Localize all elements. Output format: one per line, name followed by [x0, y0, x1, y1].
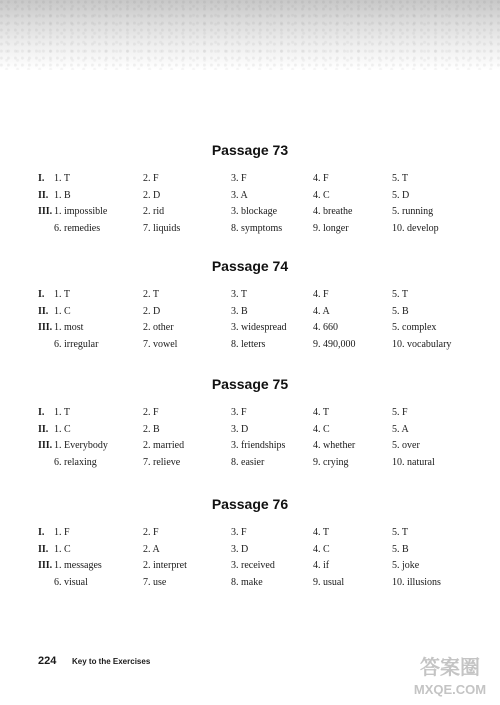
answer-item: 5. complex: [392, 322, 437, 333]
passage-title: Passage 76: [211, 496, 289, 512]
answer-item: 8. letters: [231, 338, 266, 350]
answer-item: 9. usual: [313, 576, 345, 588]
answer-item: 3. F: [231, 527, 247, 538]
answer-item: 1. C: [54, 423, 71, 435]
answer-item: 4. T: [313, 407, 329, 418]
watermark-logo: [402, 650, 498, 702]
answer-item: 6. visual: [54, 576, 88, 588]
answer-row: [0, 456, 500, 470]
answer-item: 1. F: [54, 527, 70, 538]
answer-item: 4. A: [313, 305, 330, 317]
answer-row: [0, 222, 500, 236]
answer-item: 4. 660: [313, 322, 338, 333]
answer-item: 4. if: [313, 560, 330, 571]
answer-item: 1. impossible: [54, 206, 108, 217]
answer-item: 2. B: [143, 423, 160, 435]
passage-title: Passage 75: [211, 376, 289, 392]
answer-item: 10. natural: [392, 456, 435, 468]
answer-item: 4. C: [313, 189, 330, 201]
answer-item: 1. C: [54, 305, 71, 317]
answer-item: 3. friendships: [231, 440, 286, 451]
answer-item: 4. C: [313, 423, 330, 435]
answer-row: [0, 338, 500, 352]
answer-item: 5. running: [392, 206, 434, 217]
answer-item: 4. whether: [313, 440, 356, 451]
answer-item: 8. easier: [231, 456, 265, 468]
answer-item: 1. messages: [54, 560, 102, 571]
watermark-line1: 答案圈: [420, 657, 480, 679]
answer-item: 7. liquids: [143, 222, 181, 234]
page-number: 224: [38, 655, 57, 667]
section-numeral: I.: [38, 289, 45, 300]
section-numeral: I.: [38, 527, 45, 538]
answer-item: 5. F: [392, 407, 408, 418]
answer-item: 10. illusions: [392, 576, 441, 588]
answer-item: 1. B: [54, 189, 71, 201]
section-numeral: II.: [38, 543, 49, 555]
answer-item: 5. T: [392, 527, 408, 538]
answer-item: 7. relieve: [143, 456, 181, 468]
answer-item: 1. T: [54, 407, 70, 418]
answer-item: 2. F: [143, 173, 159, 184]
answer-item: 1. most: [54, 322, 84, 333]
answer-item: 1. T: [54, 173, 70, 184]
answer-item: 5. A: [392, 423, 409, 435]
answer-row: [0, 543, 500, 557]
answer-item: 3. D: [231, 543, 249, 555]
answer-item: 3. widespread: [231, 322, 287, 333]
answer-item: 2. interpret: [143, 560, 187, 571]
answer-item: 4. C: [313, 543, 330, 555]
answer-row: [0, 576, 500, 590]
answer-item: 4. F: [313, 289, 329, 300]
answer-item: 3. A: [231, 189, 248, 201]
answer-item: 2. D: [143, 189, 161, 201]
answer-row: [0, 172, 500, 186]
answer-item: 4. T: [313, 527, 329, 538]
answer-item: 3. F: [231, 407, 247, 418]
watermark-line2: MXQE.COM: [413, 682, 487, 697]
section-numeral: II.: [38, 305, 49, 317]
answer-item: 5. T: [392, 173, 408, 184]
answer-row: [0, 439, 500, 453]
answer-row: [0, 321, 500, 335]
answer-item: 5. T: [392, 289, 408, 300]
answer-item: 3. received: [231, 560, 275, 571]
answer-item: 5. over: [392, 440, 420, 451]
answer-item: 2. married: [143, 440, 185, 451]
answer-item: 6. remedies: [54, 222, 101, 234]
section-numeral: III.: [38, 206, 53, 217]
answer-row: [0, 189, 500, 203]
answer-row: [0, 288, 500, 302]
answer-item: 7. use: [143, 576, 167, 588]
answer-item: 9. crying: [313, 456, 349, 468]
answer-item: 1. Everybody: [54, 440, 108, 451]
section-numeral: III.: [38, 560, 53, 571]
section-numeral: III.: [38, 440, 53, 451]
answer-item: 8. make: [231, 576, 263, 588]
section-numeral: I.: [38, 173, 45, 184]
answer-item: 2. rid: [143, 206, 165, 217]
answer-item: 6. irregular: [54, 338, 99, 350]
answer-item: 3. B: [231, 305, 248, 317]
passage-title: Passage 73: [211, 142, 289, 158]
answer-item: 2. A: [143, 543, 160, 555]
answer-item: 3. D: [231, 423, 249, 435]
answer-item: 2. F: [143, 407, 159, 418]
answer-row: [0, 559, 500, 573]
answer-item: 5. joke: [392, 560, 420, 571]
answer-item: 5. B: [392, 305, 409, 317]
section-numeral: III.: [38, 322, 53, 333]
answer-item: 2. T: [143, 289, 159, 300]
answer-item: 3. T: [231, 289, 247, 300]
answer-item: 4. breathe: [313, 206, 353, 217]
answer-item: 2. F: [143, 527, 159, 538]
answer-row: [0, 205, 500, 219]
answer-item: 2. D: [143, 305, 161, 317]
answer-item: 3. blockage: [231, 206, 278, 217]
section-numeral: I.: [38, 407, 45, 418]
answer-item: 10. develop: [392, 222, 439, 234]
answer-row: [0, 526, 500, 540]
answer-item: 10. vocabulary: [392, 338, 452, 350]
answer-row: [0, 423, 500, 437]
answer-item: 7. vowel: [143, 338, 178, 350]
answer-row: [0, 305, 500, 319]
scan-header-noise: [0, 0, 500, 70]
answer-item: 6. relaxing: [54, 456, 97, 468]
answer-item: 5. D: [392, 189, 410, 201]
answer-item: 9. longer: [313, 222, 349, 234]
passage-title: Passage 74: [211, 258, 289, 274]
answer-item: 8. symptoms: [231, 222, 283, 234]
answer-item: 5. B: [392, 543, 409, 555]
answer-item: 1. T: [54, 289, 70, 300]
section-numeral: II.: [38, 189, 49, 201]
answer-item: 4. F: [313, 173, 329, 184]
answer-item: 9. 490,000: [313, 338, 356, 350]
answer-item: 2. other: [143, 322, 174, 333]
answer-item: 1. C: [54, 543, 71, 555]
section-numeral: II.: [38, 423, 49, 435]
footer-title: Key to the Exercises: [72, 657, 151, 666]
answer-item: 3. F: [231, 173, 247, 184]
answer-row: [0, 406, 500, 420]
